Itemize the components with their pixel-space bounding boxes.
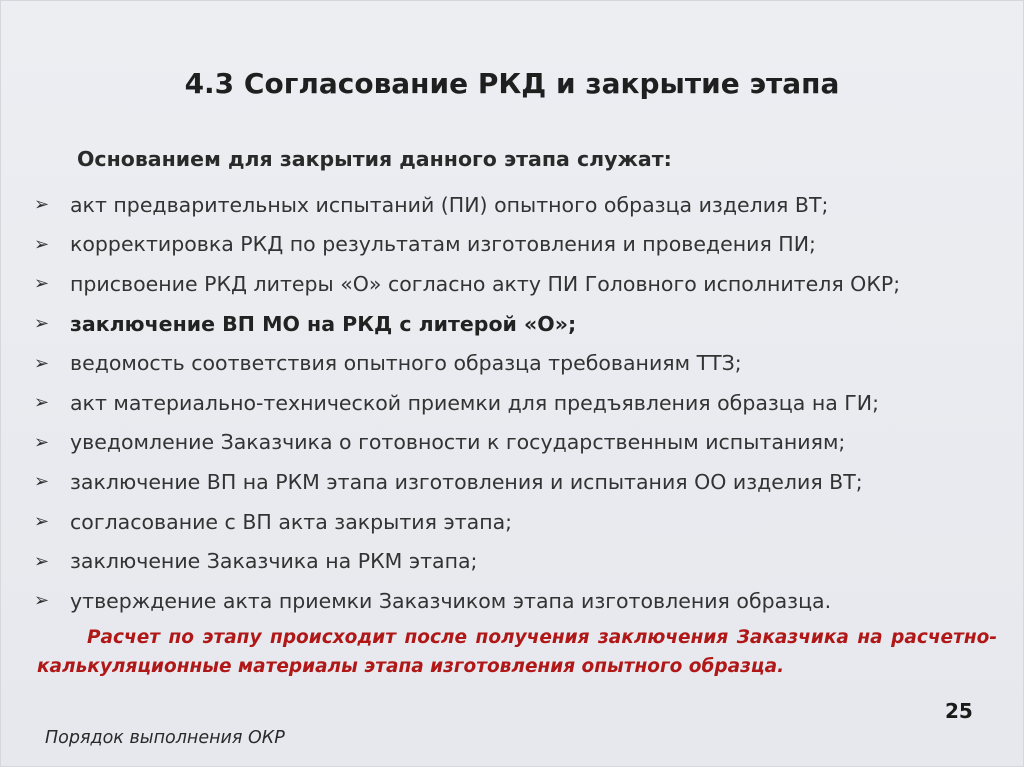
slide-title: 4.3 Согласование РКД и закрытие этапа [184, 67, 840, 100]
arrowhead-bullet-icon: ➢ [34, 431, 50, 453]
list-item-text: корректировка РКД по результатам изготовления и проведения ПИ; [70, 232, 816, 257]
bullet-list [34, 185, 900, 621]
arrowhead-bullet-icon: ➢ [34, 233, 50, 255]
arrowhead-bullet-icon: ➢ [34, 194, 50, 216]
arrowhead-bullet-icon: ➢ [34, 511, 50, 533]
arrowhead-bullet-icon: ➢ [34, 313, 50, 335]
list-item-text: присвоение РКД литеры «О» согласно акту ПИ Головного исполнителя ОКР; [70, 271, 901, 296]
arrowhead-bullet-icon: ➢ [34, 471, 50, 493]
list-item [34, 343, 900, 383]
list-item [34, 462, 900, 502]
list-item [34, 304, 900, 344]
arrowhead-bullet-icon: ➢ [34, 392, 50, 414]
list-item [34, 225, 900, 265]
list-item-text: акт материально-технической приемки для предъявления образца на ГИ; [70, 390, 880, 415]
list-item-text: согласование с ВП акта закрытия этапа; [70, 509, 513, 534]
arrowhead-bullet-icon: ➢ [34, 352, 50, 374]
arrowhead-bullet-icon: ➢ [34, 550, 50, 572]
intro-text: Основанием для закрытия данного этапа служат: [77, 147, 672, 171]
list-item [34, 502, 900, 542]
list-item-text: уведомление Заказчика о готовности к государственным испытаниям; [70, 430, 846, 455]
payment-note: Расчет по этапу происходит после получения заключения Заказчика на расчетно-калькуляционные материалы этапа изготовления опытного образца. [37, 627, 997, 677]
footer-text: Порядок выполнения ОКР [45, 728, 285, 748]
list-item [34, 423, 900, 463]
list-item-text: заключение ВП на РКМ этапа изготовления и испытания ОО изделия ВТ; [70, 469, 863, 494]
list-item-text: заключение Заказчика на РКМ этапа; [70, 549, 478, 574]
list-item [34, 185, 900, 225]
list-item [34, 541, 900, 581]
list-item-text: заключение ВП МО на РКД с литерой «О»; [70, 311, 577, 336]
page-number: 25 [945, 699, 973, 723]
arrowhead-bullet-icon: ➢ [34, 273, 50, 295]
arrowhead-bullet-icon: ➢ [34, 590, 50, 612]
list-item [34, 581, 900, 621]
list-item [34, 264, 900, 304]
list-item-text: ведомость соответствия опытного образца требованиям ТТЗ; [70, 351, 742, 376]
list-item [34, 383, 900, 423]
list-item-text: утверждение акта приемки Заказчиком этапа изготовления образца. [70, 588, 832, 613]
list-item-text: акт предварительных испытаний (ПИ) опытного образца изделия ВТ; [70, 192, 829, 217]
